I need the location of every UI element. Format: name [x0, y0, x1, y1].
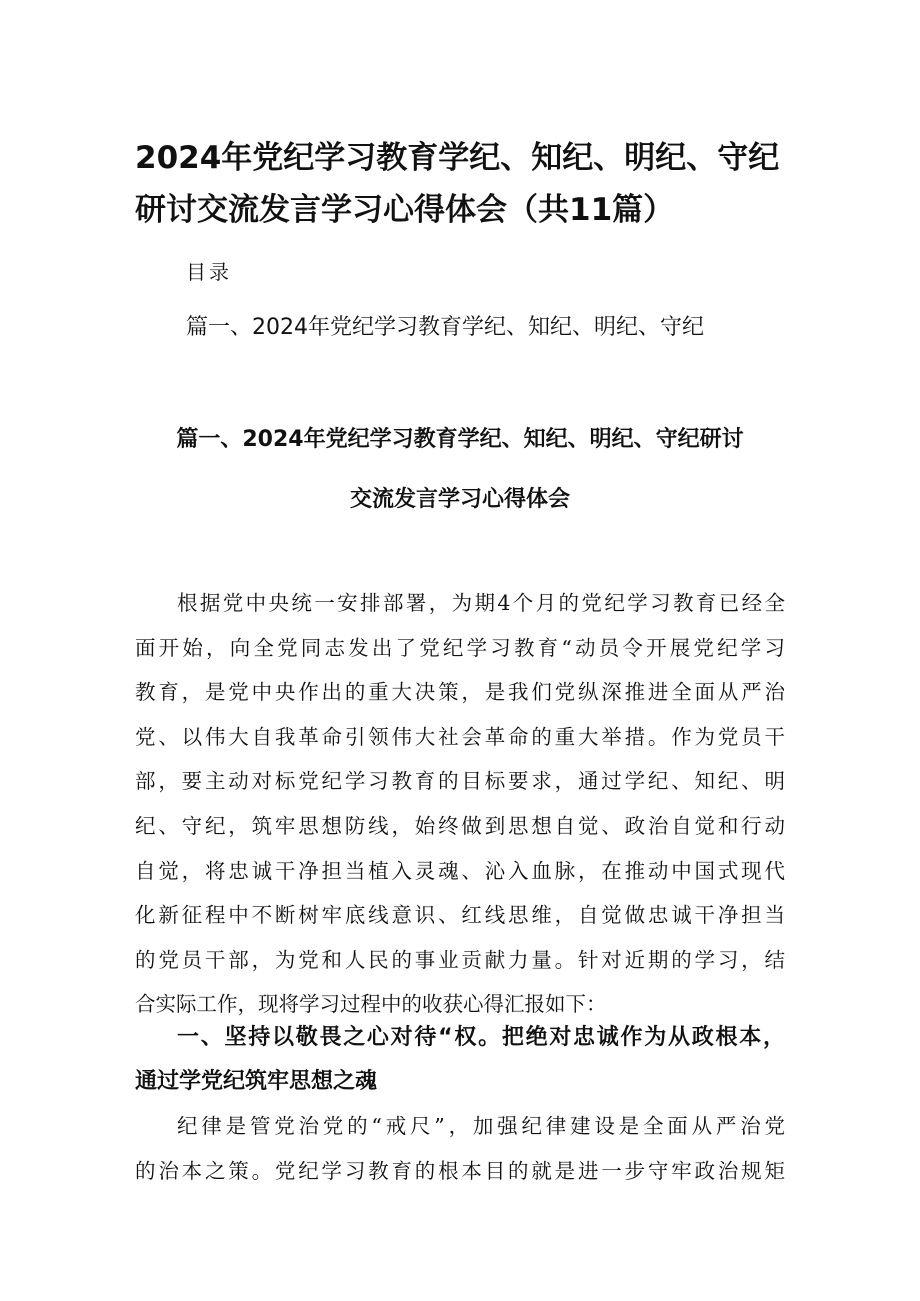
toc-heading: 目录 [186, 260, 232, 284]
section-1-heading [135, 1016, 785, 1104]
article-title-line-2: 交流发言学习心得体会 [349, 487, 570, 512]
paragraph-line: 教育，是党中央作出的重大决策，是我们党纵深推进全面从严治 [135, 680, 785, 705]
paragraph-2 [135, 1104, 785, 1193]
title-line-1: 2024年党纪学习教育学纪、知纪、明纪、守纪 [135, 140, 780, 176]
paragraph-line: 党、以伟大自我革命引领伟大社会革命的重大举措。作为党员干 [135, 724, 785, 749]
paragraph-line: 根据党中央统一安排部署，为期4个月的党纪学习教育已经全 [177, 591, 785, 615]
paragraph-line: 纪、守纪，筑牢思想防线，始终做到思想自觉、政治自觉和行动 [135, 813, 785, 838]
article-title [135, 410, 785, 530]
paragraph-line: 部，要主动对标党纪学习教育的目标要求，通过学纪、知纪、明 [135, 769, 785, 794]
section-heading-line: 一、坚持以敬畏之心对待“权。把绝对忠诚作为从政根本， [177, 1025, 785, 1050]
document-title [135, 132, 795, 236]
paragraph-line: 的治本之策。党纪学习教育的根本目的就是进一步守牢政治规矩 [135, 1158, 785, 1183]
toc-item-1[interactable]: 篇一、2024年党纪学习教育学纪、知纪、明纪、守纪 [186, 315, 704, 340]
paragraph-line: 面开始，向全党同志发出了党纪学习教育“动员令开展党纪学习 [135, 635, 785, 660]
paragraph-1 [135, 581, 785, 1027]
article-title-line-1: 篇一、2024年党纪学习教育学纪、知纪、明纪、守纪研讨 [176, 427, 744, 452]
paragraph-line: 合实际工作，现将学习过程中的收获心得汇报如下： [135, 992, 607, 1017]
paragraph-line: 自觉，将忠诚干净担当植入灵魂、沁入血脉，在推动中国式现代 [135, 858, 785, 883]
title-line-2: 研讨交流发言学习心得体会（共11篇） [135, 192, 675, 228]
paragraph-line: 化新征程中不断树牢底线意识、红线思维，自觉做忠诚干净担当 [135, 903, 785, 928]
paragraph-line: 的党员干部，为党和人民的事业贡献力量。针对近期的学习，结 [135, 947, 785, 972]
paragraph-line: 纪律是管党治党的“戒尺”，加强纪律建设是全面从严治党 [177, 1114, 785, 1138]
section-heading-line: 通过学党纪筑牢思想之魂 [135, 1069, 378, 1094]
